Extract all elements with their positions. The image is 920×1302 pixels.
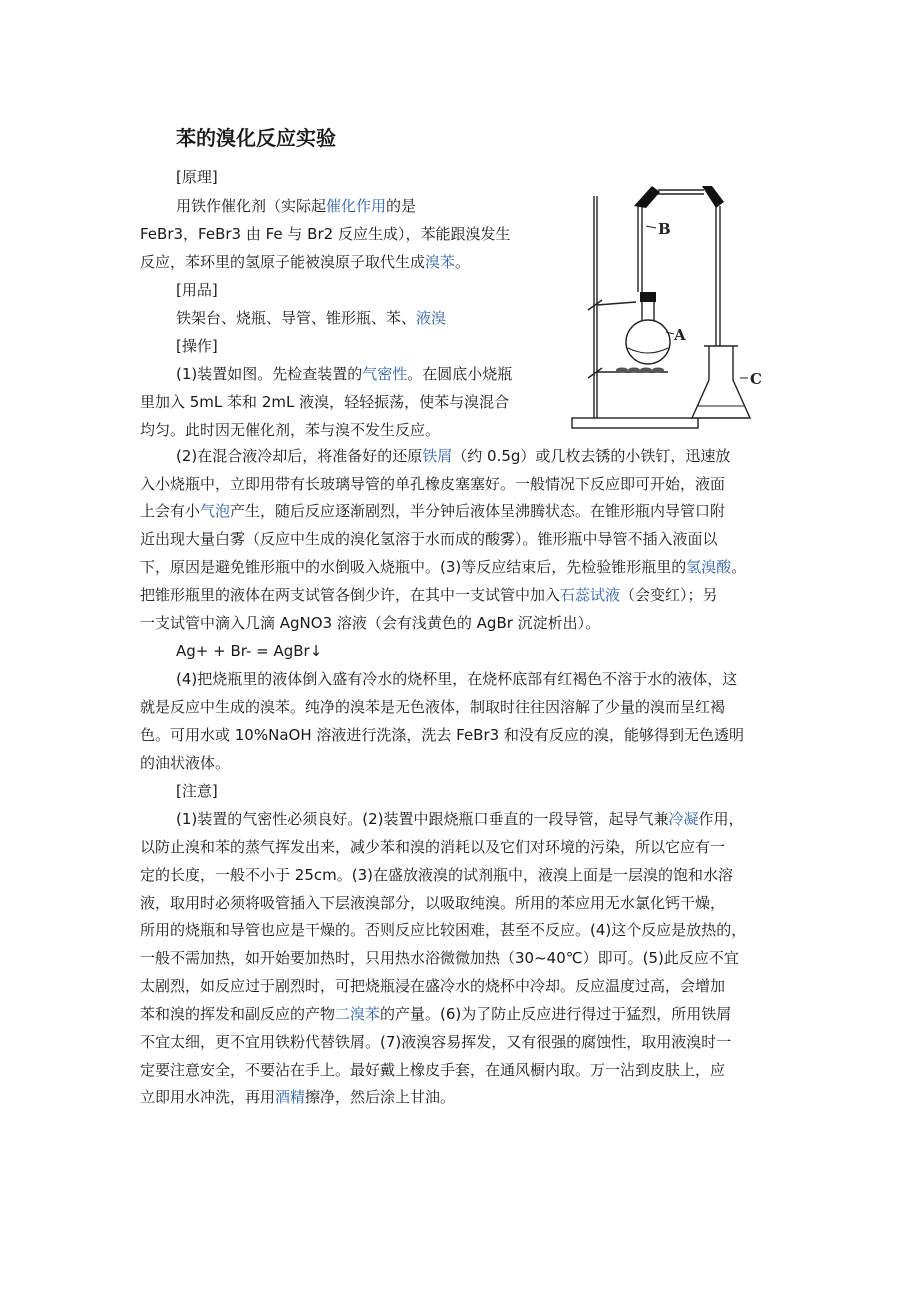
notes-line-3: 定的长度，一般不小于 25cm。(3)在盛放液溴的试剂瓶中，液溴上面是一层溴的饱和水溶 <box>140 866 733 884</box>
operation-line-10: 一支试管中滴入几滴 AgNO3 溶液（会有浅黄色的 AgBr 沉淀析出）。 <box>140 614 601 632</box>
section-heading-principle: [原理] <box>176 168 218 186</box>
notes-line-11: 立即用水冲洗，再用酒精擦净，然后涂上甘油。 <box>140 1088 456 1106</box>
notes-line-10: 定要注意安全，不要沾在手上。最好戴上橡皮手套，在通风橱内取。万一沾到皮肤上，应 <box>140 1061 726 1079</box>
operation-line-6: 上会有小气泡产生，随后反应逐渐剧烈，半分钟后液体呈沸腾状态。在锥形瓶内导管口附 <box>140 502 726 520</box>
materials-line: 铁架台、烧瓶、导管、锥形瓶、苯、液溴 <box>176 309 447 327</box>
notes-line-1: (1)装置的气密性必须良好。(2)装置中跟烧瓶口垂直的一段导管，起导气兼冷凝作用， <box>176 810 744 828</box>
link-hydrobromic-acid[interactable]: 氢溴酸 <box>686 558 732 576</box>
connector-right <box>702 186 724 208</box>
link-bromobenzene[interactable]: 溴苯 <box>425 253 456 271</box>
link-condensation[interactable]: 冷凝 <box>668 810 699 828</box>
notes-line-9: 不宜太细，更不宜用铁粉代替铁屑。(7)液溴容易挥发，又有很强的腐蚀性，取用液溴时一 <box>140 1033 732 1051</box>
operation-line-11: (4)把烧瓶里的液体倒入盛有冷水的烧杯里，在烧杯底部有红褐色不溶于水的液体，这 <box>176 670 738 688</box>
figure-label-c: C <box>750 370 762 388</box>
round-flask-a <box>626 320 670 364</box>
operation-line-1: (1)装置如图。先检查装置的气密性。在圆底小烧瓶 <box>176 365 513 383</box>
notes-line-6: 一般不需加热，如开始要加热时，只用热水浴微微加热（30~40℃）即可。(5)此反应不宜 <box>140 949 739 967</box>
link-iron-filings[interactable]: 铁屑 <box>422 447 453 465</box>
section-heading-notes: [注意] <box>176 782 218 800</box>
flask-clamp <box>597 302 636 305</box>
equation: Ag+ + Br- = AgBr↓ <box>176 642 323 660</box>
link-dibromobenzene[interactable]: 二溴苯 <box>335 1005 381 1023</box>
notes-line-2: 以防止溴和苯的蒸气挥发出来，减少苯和溴的消耗以及它们对环境的污染，所以它应有一 <box>140 838 726 856</box>
figure-label-a: A <box>674 326 686 344</box>
notes-line-8: 苯和溴的挥发和副反应的产物二溴苯的产量。(6)为了防止反应进行得过于猛烈，所用铁屑 <box>140 1005 732 1023</box>
link-airtightness[interactable]: 气密性 <box>362 365 408 383</box>
section-heading-materials: [用品] <box>176 281 218 299</box>
operation-line-3: 均匀。此时因无催化剂，苯与溴不发生反应。 <box>140 421 441 439</box>
principle-line-2: FeBr3，FeBr3 由 Fe 与 Br2 反应生成），苯能跟溴发生 <box>140 225 511 243</box>
link-catalysis[interactable]: 催化作用 <box>326 197 387 215</box>
operation-line-9: 把锥形瓶里的液体在两支试管各倒少许，在其中一支试管中加入石蕊试液（会变红）；另 <box>140 586 718 604</box>
operation-line-12: 就是反应中生成的溴苯。纯净的溴苯是无色液体，制取时往往因溶解了少量的溴而呈红褐 <box>140 698 726 716</box>
principle-line-3: 反应，苯环里的氢原子能被溴原子取代生成溴苯。 <box>140 253 471 271</box>
conical-flask-c <box>692 346 750 418</box>
link-bubbles[interactable]: 气泡 <box>200 502 231 520</box>
stand-base <box>572 418 698 428</box>
operation-line-13: 色。可用水或 10%NaOH 溶液进行洗涤，洗去 FeBr3 和没有反应的溴，能够得到无色透明 <box>140 726 744 744</box>
link-alcohol[interactable]: 酒精 <box>275 1088 306 1106</box>
operation-line-4: (2)在混合液冷却后，将准备好的还原铁屑（约 0.5g）或几枚去锈的小铁钉，迅速放 <box>176 447 731 465</box>
figure-label-b: B <box>658 220 671 238</box>
operation-line-2: 里加入 5mL 苯和 2mL 液溴，轻轻振荡，使苯与溴混合 <box>140 393 510 411</box>
link-liquid-bromine[interactable]: 液溴 <box>416 309 447 327</box>
connector-left <box>634 186 660 208</box>
apparatus-diagram <box>566 182 786 434</box>
notes-line-7: 太剧烈，如反应过于剧烈时，可把烧瓶浸在盛冷水的烧杯中冷却。反应温度过高，会增加 <box>140 977 726 995</box>
section-heading-operation: [操作] <box>176 337 218 355</box>
operation-line-8: 下，原因是避免锥形瓶中的水倒吸入烧瓶中。(3)等反应结束后，先检验锥形瓶里的氢溴酸。 <box>140 558 747 576</box>
operation-line-7: 近出现大量白雾（反应中生成的溴化氢溶于水而成的酸雾）。锥形瓶中导管不插入液面以 <box>140 530 718 548</box>
link-litmus[interactable]: 石蕊试液 <box>560 586 621 604</box>
notes-line-4: 液，取用时必须将吸管插入下层液溴部分，以吸取纯溴。所用的苯应用无水氯化钙干燥， <box>140 894 726 912</box>
apparatus-figure <box>566 182 786 434</box>
notes-line-5: 所用的烧瓶和导管也应是干燥的。否则反应比较困难，甚至不反应。(4)这个反应是放热的， <box>140 921 747 939</box>
flask-stopper <box>640 292 656 302</box>
operation-line-14: 的油状液体。 <box>140 754 231 772</box>
operation-line-5: 入小烧瓶中，立即用带有长玻璃导管的单孔橡皮塞塞好。一般情况下反应即可开始，液面 <box>140 475 726 493</box>
page-title: 苯的溴化反应实验 <box>176 126 336 150</box>
principle-line-1: 用铁作催化剂（实际起催化作用的是 <box>176 197 417 215</box>
